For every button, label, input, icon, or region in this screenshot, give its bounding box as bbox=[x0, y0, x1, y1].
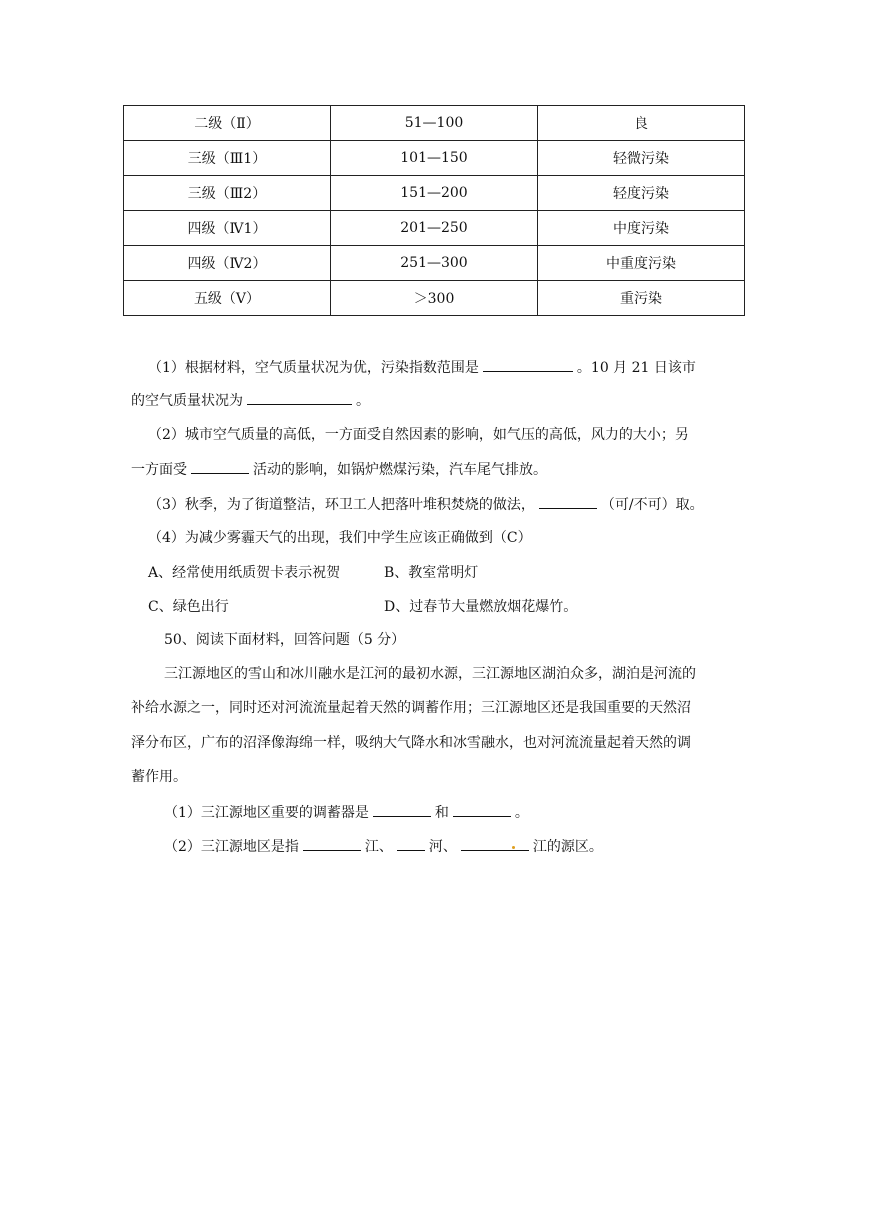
q50-sub1-text-c: 。 bbox=[514, 805, 529, 821]
q50-paragraph-line4: 蓄作用。 bbox=[131, 769, 187, 785]
q50-sub2-text-a: （2）三江源地区是指 bbox=[164, 839, 299, 855]
table-cell-range: 51—100 bbox=[331, 106, 538, 141]
q1-blank-status[interactable] bbox=[247, 390, 352, 405]
q3-line bbox=[148, 494, 704, 515]
q50-sub1-blank2[interactable] bbox=[453, 802, 511, 817]
q4-question: （4）为减少雾霾天气的出现，我们中学生应该正确做到（C） bbox=[148, 530, 532, 546]
q50-sub2-text-b: 江、 bbox=[364, 839, 393, 855]
q2-blank-activity[interactable] bbox=[191, 459, 249, 474]
q3-text-a: （3）秋季，为了街道整洁，环卫工人把落叶堆积焚烧的做法， bbox=[148, 497, 535, 513]
table-row bbox=[124, 106, 745, 141]
table-cell-status: 中度污染 bbox=[538, 211, 745, 246]
q4-option-c: C、绿色出行 bbox=[148, 599, 229, 615]
q1-text-a: （1）根据材料，空气质量状况为优，污染指数范围是 bbox=[148, 360, 479, 376]
q50-paragraph-line3: 泽分布区，广布的沼泽像海绵一样，吸纳大气降水和冰雪融水，也对河流流量起着天然的调 bbox=[131, 735, 691, 751]
q2-text-c: 活动的影响，如锅炉燃煤污染，汽车尾气排放。 bbox=[253, 462, 547, 478]
table-cell-level: 三级（Ⅲ2） bbox=[124, 176, 331, 211]
q50-paragraph-line2: 补给水源之一，同时还对河流流量起着天然的调蓄作用；三江源地区还是我国重要的天然沼 bbox=[131, 700, 691, 716]
q3-text-b: （可/不可）取。 bbox=[600, 497, 704, 513]
aqi-level-table bbox=[123, 105, 745, 316]
table-row bbox=[124, 246, 745, 281]
table-cell-level: 二级（Ⅱ） bbox=[124, 106, 331, 141]
q3-blank[interactable] bbox=[539, 494, 597, 509]
stray-mark bbox=[512, 846, 515, 849]
q2-line1 bbox=[148, 425, 689, 445]
q50-sub2-blank1[interactable] bbox=[303, 836, 361, 851]
table-cell-range: 251—300 bbox=[331, 246, 538, 281]
q50-sub2-blank3[interactable] bbox=[461, 836, 529, 851]
q1-blank-range[interactable] bbox=[483, 357, 573, 372]
table-cell-status: 中重度污染 bbox=[538, 246, 745, 281]
q1-text-c: 的空气质量状况为 bbox=[131, 393, 243, 409]
q50-sub2-blank2[interactable] bbox=[397, 836, 425, 851]
table-cell-range: ＞300 bbox=[331, 281, 538, 316]
q50-sub1-text-a: （1）三江源地区重要的调蓄器是 bbox=[164, 805, 369, 821]
q4-option-d: D、过春节大量燃放烟花爆竹。 bbox=[384, 599, 578, 615]
q1-line1 bbox=[148, 357, 696, 378]
table-cell-range: 151—200 bbox=[331, 176, 538, 211]
q4-option-a: A、经常使用纸质贺卡表示祝贺 bbox=[148, 565, 341, 581]
q1-line2 bbox=[131, 390, 370, 411]
table-cell-level: 四级（Ⅳ1） bbox=[124, 211, 331, 246]
table-row bbox=[124, 176, 745, 211]
table-row bbox=[124, 211, 745, 246]
table-cell-status: 良 bbox=[538, 106, 745, 141]
q2-text-b: 一方面受 bbox=[131, 462, 187, 478]
q50-sub1 bbox=[164, 802, 529, 823]
table-cell-range: 201—250 bbox=[331, 211, 538, 246]
q50-sub1-text-b: 和 bbox=[434, 805, 449, 821]
table-cell-level: 三级（Ⅲ1） bbox=[124, 141, 331, 176]
q50-sub2-text-d: 江的源区。 bbox=[532, 839, 603, 855]
table-cell-status: 轻度污染 bbox=[538, 176, 745, 211]
q1-text-d: 。 bbox=[356, 393, 370, 409]
table-row bbox=[124, 281, 745, 316]
q50-sub1-blank1[interactable] bbox=[373, 802, 431, 817]
table-cell-status: 重污染 bbox=[538, 281, 745, 316]
table-cell-status: 轻微污染 bbox=[538, 141, 745, 176]
q4-option-b: B、教室常明灯 bbox=[384, 565, 479, 581]
q50-paragraph-line1: 三江源地区的雪山和冰川融水是江河的最初水源，三江源地区湖泊众多，湖泊是河流的 bbox=[164, 666, 696, 682]
table-cell-range: 101—150 bbox=[331, 141, 538, 176]
table-row bbox=[124, 141, 745, 176]
q2-line2 bbox=[131, 459, 547, 480]
q50-sub2 bbox=[164, 836, 603, 857]
table-cell-level: 五级（Ⅴ） bbox=[124, 281, 331, 316]
q2-text-a: （2）城市空气质量的高低，一方面受自然因素的影响，如气压的高低，风力的大小；另 bbox=[148, 427, 689, 443]
q1-text-b: 。10 月 21 日该市 bbox=[576, 360, 696, 376]
q50-title: 50、阅读下面材料，回答问题（5 分） bbox=[164, 632, 406, 648]
table-cell-level: 四级（Ⅳ2） bbox=[124, 246, 331, 281]
q50-sub2-text-c: 河、 bbox=[428, 839, 457, 855]
